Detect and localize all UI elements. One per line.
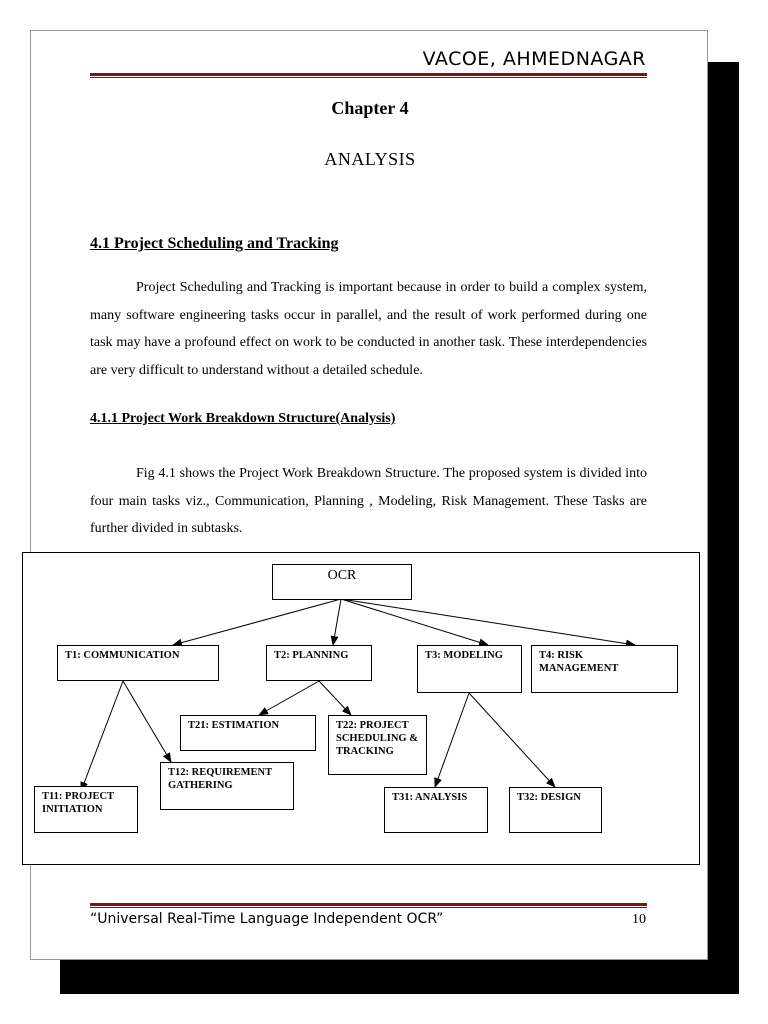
node-t3-modeling: T3: MODELING bbox=[417, 645, 522, 693]
node-t31-analysis: T31: ANALYSIS bbox=[384, 787, 488, 833]
node-t22-project-scheduling: T22: PROJECT SCHEDULING & TRACKING bbox=[328, 715, 427, 775]
edge-t1-t12 bbox=[123, 681, 171, 762]
subsection-paragraph bbox=[90, 460, 647, 543]
chapter-number: Chapter 4 bbox=[331, 98, 409, 118]
footer-title: “Universal Real-Time Language Independent OCR” bbox=[90, 911, 444, 927]
edge-ocr-t4 bbox=[341, 599, 635, 645]
node-t1-communication: T1: COMMUNICATION bbox=[57, 645, 219, 681]
work-breakdown-diagram bbox=[22, 552, 700, 865]
edge-t3-t32 bbox=[469, 693, 555, 787]
node-t32-design: T32: DESIGN bbox=[509, 787, 602, 833]
node-t12-requirement-gathering: T12: REQUIREMENT GATHERING bbox=[160, 762, 294, 810]
node-ocr: OCR bbox=[272, 564, 412, 600]
footer-rule bbox=[90, 903, 647, 908]
section-paragraph-text: Project Scheduling and Tracking is important because in order to build a complex system, many software engineering tasks occur in parallel, and the result of work performed during one task may have a profound effect on work to be conducted in another task. These interdependencies are very difficult to understand without a detailed schedule. bbox=[90, 280, 647, 378]
edge-t3-t31 bbox=[435, 693, 469, 787]
subsection-heading: 4.1.1 Project Work Breakdown Structure(Analysis) bbox=[90, 411, 396, 426]
node-t11-project-initiation: T11: PROJECT INITIATION bbox=[34, 786, 138, 833]
edge-t2-t22 bbox=[319, 681, 351, 715]
node-t21-estimation: T21: ESTIMATION bbox=[180, 715, 316, 751]
node-t4-risk-management: T4: RISK MANAGEMENT bbox=[531, 645, 678, 693]
edge-t2-t21 bbox=[259, 681, 319, 715]
section-paragraph bbox=[90, 274, 647, 384]
node-t2-planning: T2: PLANNING bbox=[266, 645, 372, 681]
subsection-paragraph-text: Fig 4.1 shows the Project Work Breakdown Structure. The proposed system is divided into four main tasks viz., Communication, Planning , Modeling, Risk Management. These Tasks are further divided in subtasks. bbox=[90, 466, 647, 536]
page-number: 10 bbox=[632, 912, 646, 927]
edge-ocr-t3 bbox=[341, 599, 488, 645]
edge-t1-t11 bbox=[81, 681, 123, 791]
header-institution: VACOE, AHMEDNAGAR bbox=[422, 48, 646, 70]
section-heading: 4.1 Project Scheduling and Tracking bbox=[90, 235, 339, 252]
chapter-title: ANALYSIS bbox=[324, 149, 416, 169]
edge-ocr-t2 bbox=[333, 599, 341, 645]
edge-ocr-t1 bbox=[173, 599, 341, 645]
header-rule bbox=[90, 73, 647, 78]
